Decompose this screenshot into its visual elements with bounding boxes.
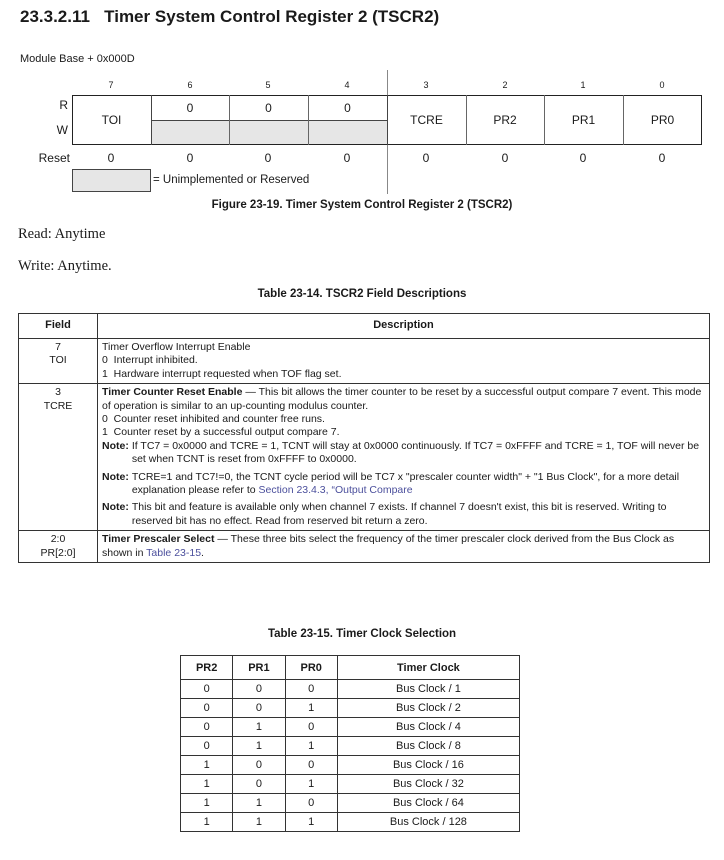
field-tcre: TCRE bbox=[410, 113, 443, 127]
note-label: Note: bbox=[102, 470, 129, 483]
table-header-row bbox=[181, 656, 520, 680]
pr2-cell: 0 bbox=[181, 718, 233, 737]
description-cell bbox=[98, 531, 710, 563]
pr1-cell: 0 bbox=[233, 775, 285, 794]
table-row bbox=[181, 775, 520, 794]
field-pr0: PR0 bbox=[650, 113, 675, 127]
description-cell bbox=[98, 384, 710, 531]
reset-value-6: 0 bbox=[186, 151, 194, 165]
header-field: Field bbox=[19, 314, 98, 339]
section-number: 23.3.2.11 bbox=[20, 7, 90, 26]
pr2-cell: 0 bbox=[181, 680, 233, 699]
bit-number-2: 2 bbox=[502, 80, 508, 90]
note-label: Note: bbox=[102, 439, 129, 452]
note bbox=[102, 471, 705, 498]
field-cell bbox=[19, 339, 98, 384]
pr0-cell: 1 bbox=[285, 699, 337, 718]
field-bit5-read: 0 bbox=[265, 100, 272, 115]
description-cell bbox=[98, 339, 710, 384]
timer-clock-cell: Bus Clock / 32 bbox=[337, 775, 519, 794]
reset-row-label: Reset bbox=[38, 151, 70, 165]
timer-clock-cell: Bus Clock / 4 bbox=[337, 718, 519, 737]
pr2-cell: 0 bbox=[181, 737, 233, 756]
note bbox=[102, 501, 705, 528]
field-pr1: PR1 bbox=[571, 113, 596, 127]
timer-clock-cell: Bus Clock / 128 bbox=[337, 813, 519, 832]
rw-divider bbox=[151, 120, 387, 121]
reset-value-3: 0 bbox=[422, 151, 430, 165]
note-label: Note: bbox=[102, 501, 129, 514]
pr0-cell: 0 bbox=[285, 794, 337, 813]
note-text: This bit and feature is available only when channel 7 exists. If channel 7 doesn't exist, this bit is reserved. Writing to reserved bit has no effect. Read from reserved bit return a zero. bbox=[131, 501, 667, 527]
note-text: If TC7 = 0x0000 and TCRE = 1, TCNT will stay at 0x0000 continuously. If TC7 = 0xFFFF and TCRE = 1, TOF will never be set when TCNT is reset from 0xFFFF to 0x0000. bbox=[131, 439, 700, 466]
description-title: Timer Counter Reset Enable bbox=[102, 386, 243, 399]
description-tail: . bbox=[201, 546, 204, 559]
table-row bbox=[19, 531, 710, 563]
description-option: 1 Counter reset by a successful output compare 7. bbox=[102, 426, 340, 439]
table-row bbox=[19, 339, 710, 384]
header-pr0: PR0 bbox=[285, 656, 337, 680]
bit-number-5: 5 bbox=[265, 80, 271, 90]
pr0-cell: 0 bbox=[285, 718, 337, 737]
bit-number-7: 7 bbox=[108, 80, 114, 90]
reset-value-2: 0 bbox=[501, 151, 509, 165]
header-pr2: PR2 bbox=[181, 656, 233, 680]
note bbox=[102, 440, 705, 467]
reset-value-0: 0 bbox=[658, 151, 666, 165]
description-text: — These three bits select the frequency of the timer prescaler clock derived from the Bus Clock as shown in bbox=[102, 533, 675, 559]
table-row bbox=[181, 813, 520, 832]
description-option: 0 Interrupt inhibited. bbox=[102, 354, 198, 367]
timer-clock-cell: Bus Clock / 16 bbox=[337, 756, 519, 775]
bit-number-4: 4 bbox=[344, 80, 350, 90]
field-name: TOI bbox=[49, 354, 67, 367]
section-heading bbox=[20, 7, 439, 27]
write-access: Write: Anytime. bbox=[18, 258, 112, 274]
timer-clock-cell: Bus Clock / 1 bbox=[337, 680, 519, 699]
description-title: Timer Overflow Interrupt Enable bbox=[102, 341, 251, 353]
bit-number-1: 1 bbox=[580, 80, 586, 90]
field-bits: 7 bbox=[55, 341, 61, 353]
field-bits: 2:0 bbox=[50, 533, 66, 546]
pr0-cell: 1 bbox=[285, 813, 337, 832]
header-timer-clock: Timer Clock bbox=[337, 656, 519, 680]
field-table-caption: Table 23-14. TSCR2 Field Descriptions bbox=[257, 288, 467, 300]
field-name: PR[2:0] bbox=[40, 546, 76, 559]
reserved-write-cells bbox=[151, 120, 387, 144]
pr2-cell: 0 bbox=[181, 699, 233, 718]
reset-value-5: 0 bbox=[264, 151, 272, 165]
table-row bbox=[181, 699, 520, 718]
bit-number-3: 3 bbox=[423, 80, 429, 90]
register-address: Module Base + 0x000D bbox=[20, 53, 135, 65]
bit-number-6: 6 bbox=[187, 80, 193, 90]
pr0-cell: 1 bbox=[285, 737, 337, 756]
timer-clock-cell: Bus Clock / 8 bbox=[337, 737, 519, 756]
timer-clock-cell: Bus Clock / 2 bbox=[337, 699, 519, 718]
read-access: Read: Anytime bbox=[18, 226, 106, 242]
table-row bbox=[181, 718, 520, 737]
pr0-cell: 0 bbox=[285, 680, 337, 699]
legend-swatch bbox=[72, 169, 151, 192]
header-pr1: PR1 bbox=[233, 656, 285, 680]
field-name: TCRE bbox=[43, 399, 73, 412]
legend-text: = Unimplemented or Reserved bbox=[153, 174, 310, 186]
header-description: Description bbox=[98, 314, 710, 339]
pr1-cell: 0 bbox=[233, 680, 285, 699]
figure-caption: Figure 23-19. Timer System Control Register 2 (TSCR2) bbox=[211, 199, 513, 211]
write-row-label: W bbox=[56, 123, 68, 137]
field-bit4-read: 0 bbox=[344, 100, 351, 115]
clock-table-caption: Table 23-15. Timer Clock Selection bbox=[267, 628, 457, 640]
clock-selection-table bbox=[180, 655, 520, 832]
pr0-cell: 0 bbox=[285, 756, 337, 775]
note-text: TCRE=1 and TC7!=0, the TCNT cycle period will be TC7 x "prescaler counter width" + "1 Bus Clock", for a more detail explanation please refer to bbox=[131, 470, 680, 497]
description-title: Timer Prescaler Select bbox=[102, 533, 215, 546]
table-header-row bbox=[19, 314, 710, 339]
description-option: 0 Counter reset inhibited and counter free runs. bbox=[102, 413, 325, 426]
pr1-cell: 0 bbox=[233, 756, 285, 775]
pr2-cell: 1 bbox=[181, 775, 233, 794]
description-option: 1 Hardware interrupt requested when TOF flag set. bbox=[102, 367, 342, 380]
field-cell bbox=[19, 384, 98, 531]
reset-value-1: 0 bbox=[579, 151, 587, 165]
pr0-cell: 1 bbox=[285, 775, 337, 794]
pr2-cell: 1 bbox=[181, 794, 233, 813]
bit-number-0: 0 bbox=[659, 80, 665, 90]
table-link[interactable]: Table 23-15 bbox=[146, 546, 202, 559]
table-row bbox=[181, 756, 520, 775]
pr1-cell: 1 bbox=[233, 737, 285, 756]
field-pr2: PR2 bbox=[493, 113, 517, 127]
pr1-cell: 1 bbox=[233, 718, 285, 737]
pr2-cell: 1 bbox=[181, 813, 233, 832]
table-row bbox=[181, 680, 520, 699]
pr1-cell: 1 bbox=[233, 813, 285, 832]
table-row bbox=[181, 794, 520, 813]
section-title: Timer System Control Register 2 (TSCR2) bbox=[104, 7, 440, 26]
description-text: — This bit allows the timer counter to be reset by a successful output compare 7 event. This mode of operation is similar to an up-counting modulus counter. bbox=[102, 386, 702, 412]
section-link[interactable]: Section 23.4.3, “Output Compare bbox=[258, 484, 413, 497]
pr2-cell: 1 bbox=[181, 756, 233, 775]
timer-clock-cell: Bus Clock / 64 bbox=[337, 794, 519, 813]
reset-value-7: 0 bbox=[107, 151, 115, 165]
field-bits: 3 bbox=[55, 386, 61, 399]
field-bit6-read: 0 bbox=[186, 100, 194, 115]
field-toi: TOI bbox=[101, 113, 122, 127]
table-row bbox=[19, 384, 710, 531]
table-row bbox=[181, 737, 520, 756]
reset-value-4: 0 bbox=[343, 151, 351, 165]
pr1-cell: 1 bbox=[233, 794, 285, 813]
pr1-cell: 0 bbox=[233, 699, 285, 718]
field-description-table bbox=[18, 313, 710, 563]
read-row-label: R bbox=[59, 98, 68, 112]
field-cell bbox=[19, 531, 98, 563]
